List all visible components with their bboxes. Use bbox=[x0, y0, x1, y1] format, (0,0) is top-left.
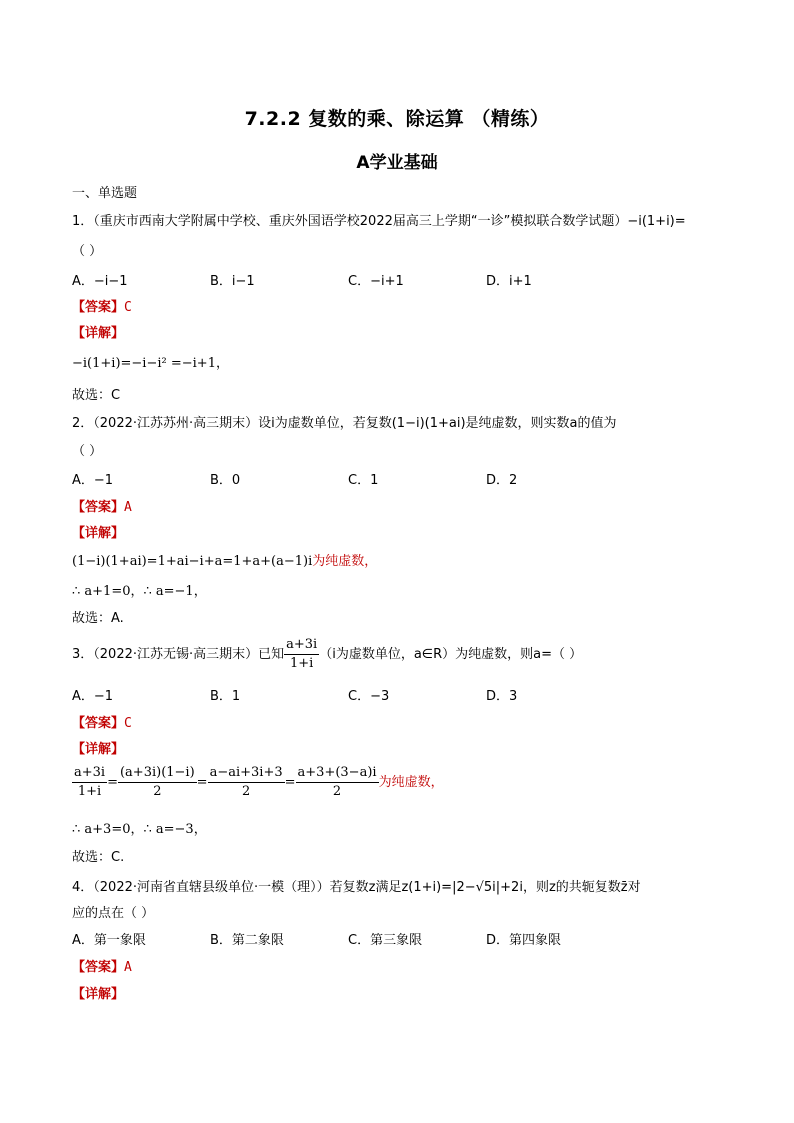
question-2-option-a: A．−1 bbox=[72, 473, 114, 488]
answer-value: C bbox=[124, 716, 132, 731]
solution-fraction-1 bbox=[72, 764, 107, 801]
question-4-stem-line-2: 应的点在（ ） bbox=[72, 906, 155, 921]
solution-math: (1−i)(1+ai)=1+ai−i+a=1+a+(a−1)i bbox=[72, 554, 313, 569]
numerator: a+3i bbox=[72, 764, 107, 783]
question-1-detail-label: 【详解】 bbox=[72, 326, 125, 341]
denominator: 1+i bbox=[77, 784, 102, 799]
stem-suffix: （i为虚数单位，a∈R）为纯虚数，则a=（ ） bbox=[319, 647, 583, 662]
question-1-answer bbox=[72, 296, 132, 315]
question-3-option-d: D．3 bbox=[486, 689, 518, 704]
question-1-solution: −i(1+i)=−i−i² =−i+1， bbox=[72, 356, 229, 371]
question-2-answer bbox=[72, 496, 132, 515]
answer-label: 【答案】 bbox=[72, 716, 125, 731]
solution-fraction-2 bbox=[118, 764, 197, 801]
question-3-step: ∴ a+3=0，∴ a=−3， bbox=[72, 822, 207, 837]
question-1-blank: （ ） bbox=[72, 244, 103, 259]
question-3-solution bbox=[72, 764, 444, 801]
solution-fraction-3 bbox=[208, 764, 285, 801]
question-2-step: ∴ a+1=0，∴ a=−1， bbox=[72, 584, 207, 599]
question-1-option-d: D．i+1 bbox=[486, 274, 532, 289]
solution-note: 为纯虚数， bbox=[378, 775, 444, 790]
question-3-detail-label: 【详解】 bbox=[72, 742, 125, 757]
question-3-answer bbox=[72, 712, 132, 731]
equals-sign: = bbox=[107, 775, 118, 790]
question-3-stem bbox=[72, 636, 582, 673]
question-2-conclusion: 故选：A. bbox=[72, 611, 124, 626]
question-2-option-d: D．2 bbox=[486, 473, 518, 488]
answer-value: A bbox=[124, 960, 132, 975]
question-2-stem: 2．（2022·江苏苏州·高三期末）设i为虚数单位，若复数(1−i)(1+ai)是纯虚数，则实数a的值为 bbox=[72, 416, 617, 431]
numerator: a+3+(3−a)i bbox=[296, 764, 379, 783]
question-2-option-b: B．0 bbox=[210, 473, 241, 488]
question-2-blank: （ ） bbox=[72, 444, 103, 459]
question-4-option-c: C．第三象限 bbox=[348, 933, 423, 948]
question-4-detail-label: 【详解】 bbox=[72, 987, 125, 1002]
question-type-label: 一、单选题 bbox=[72, 186, 138, 201]
question-4-option-d: D．第四象限 bbox=[486, 933, 562, 948]
solution-fraction-4 bbox=[296, 764, 379, 801]
equals-sign: = bbox=[284, 775, 296, 790]
solution-note: 为纯虚数， bbox=[312, 554, 378, 569]
question-4-option-b: B．第二象限 bbox=[210, 933, 284, 948]
question-1-stem: 1．（重庆市西南大学附属中学校、重庆外国语学校2022届高三上学期“一诊”模拟联合数学试题）−i(1+i)= bbox=[72, 214, 686, 229]
answer-label: 【答案】 bbox=[72, 960, 125, 975]
question-4-answer bbox=[72, 956, 132, 975]
question-4-option-a: A．第一象限 bbox=[72, 933, 146, 948]
question-1-option-a: A．−i−1 bbox=[72, 274, 128, 289]
stem-prefix: 3．（2022·江苏无锡·高三期末）已知 bbox=[72, 647, 285, 662]
fraction-numerator: a+3i bbox=[284, 636, 319, 655]
question-2-detail-label: 【详解】 bbox=[72, 526, 125, 541]
question-2-solution bbox=[72, 550, 377, 569]
question-3-option-c: C．−3 bbox=[348, 689, 390, 704]
equals-sign: = bbox=[196, 775, 208, 790]
section-heading: A学业基础 bbox=[356, 153, 438, 173]
numerator: a−ai+3i+3 bbox=[208, 764, 285, 783]
answer-value: A bbox=[124, 500, 132, 515]
stem-fraction bbox=[284, 636, 319, 673]
question-4-stem: 4．（2022·河南省直辖县级单位·一模（理））若复数z满足z(1+i)=|2−√5i|+2i，则z的共轭复数z̄对 bbox=[72, 880, 641, 895]
denominator: 2 bbox=[241, 784, 251, 799]
conclusion-text: 故选：C bbox=[72, 388, 121, 403]
question-1-option-c: C．−i+1 bbox=[348, 274, 404, 289]
fraction-denominator: 1+i bbox=[290, 656, 314, 671]
page-title: 7.2.2 复数的乘、除运算 （精练） bbox=[244, 108, 550, 130]
question-2-option-c: C．1 bbox=[348, 473, 379, 488]
question-3-option-b: B．1 bbox=[210, 689, 241, 704]
denominator: 2 bbox=[153, 784, 162, 799]
answer-value: C bbox=[124, 300, 132, 315]
denominator: 2 bbox=[332, 784, 342, 799]
question-3-conclusion: 故选：C. bbox=[72, 850, 125, 865]
numerator: (a+3i)(1−i) bbox=[118, 764, 197, 783]
question-1-conclusion bbox=[72, 384, 120, 403]
answer-label: 【答案】 bbox=[72, 300, 125, 315]
answer-label: 【答案】 bbox=[72, 500, 125, 515]
question-3-option-a: A．−1 bbox=[72, 689, 114, 704]
question-1-option-b: B．i−1 bbox=[210, 274, 255, 289]
